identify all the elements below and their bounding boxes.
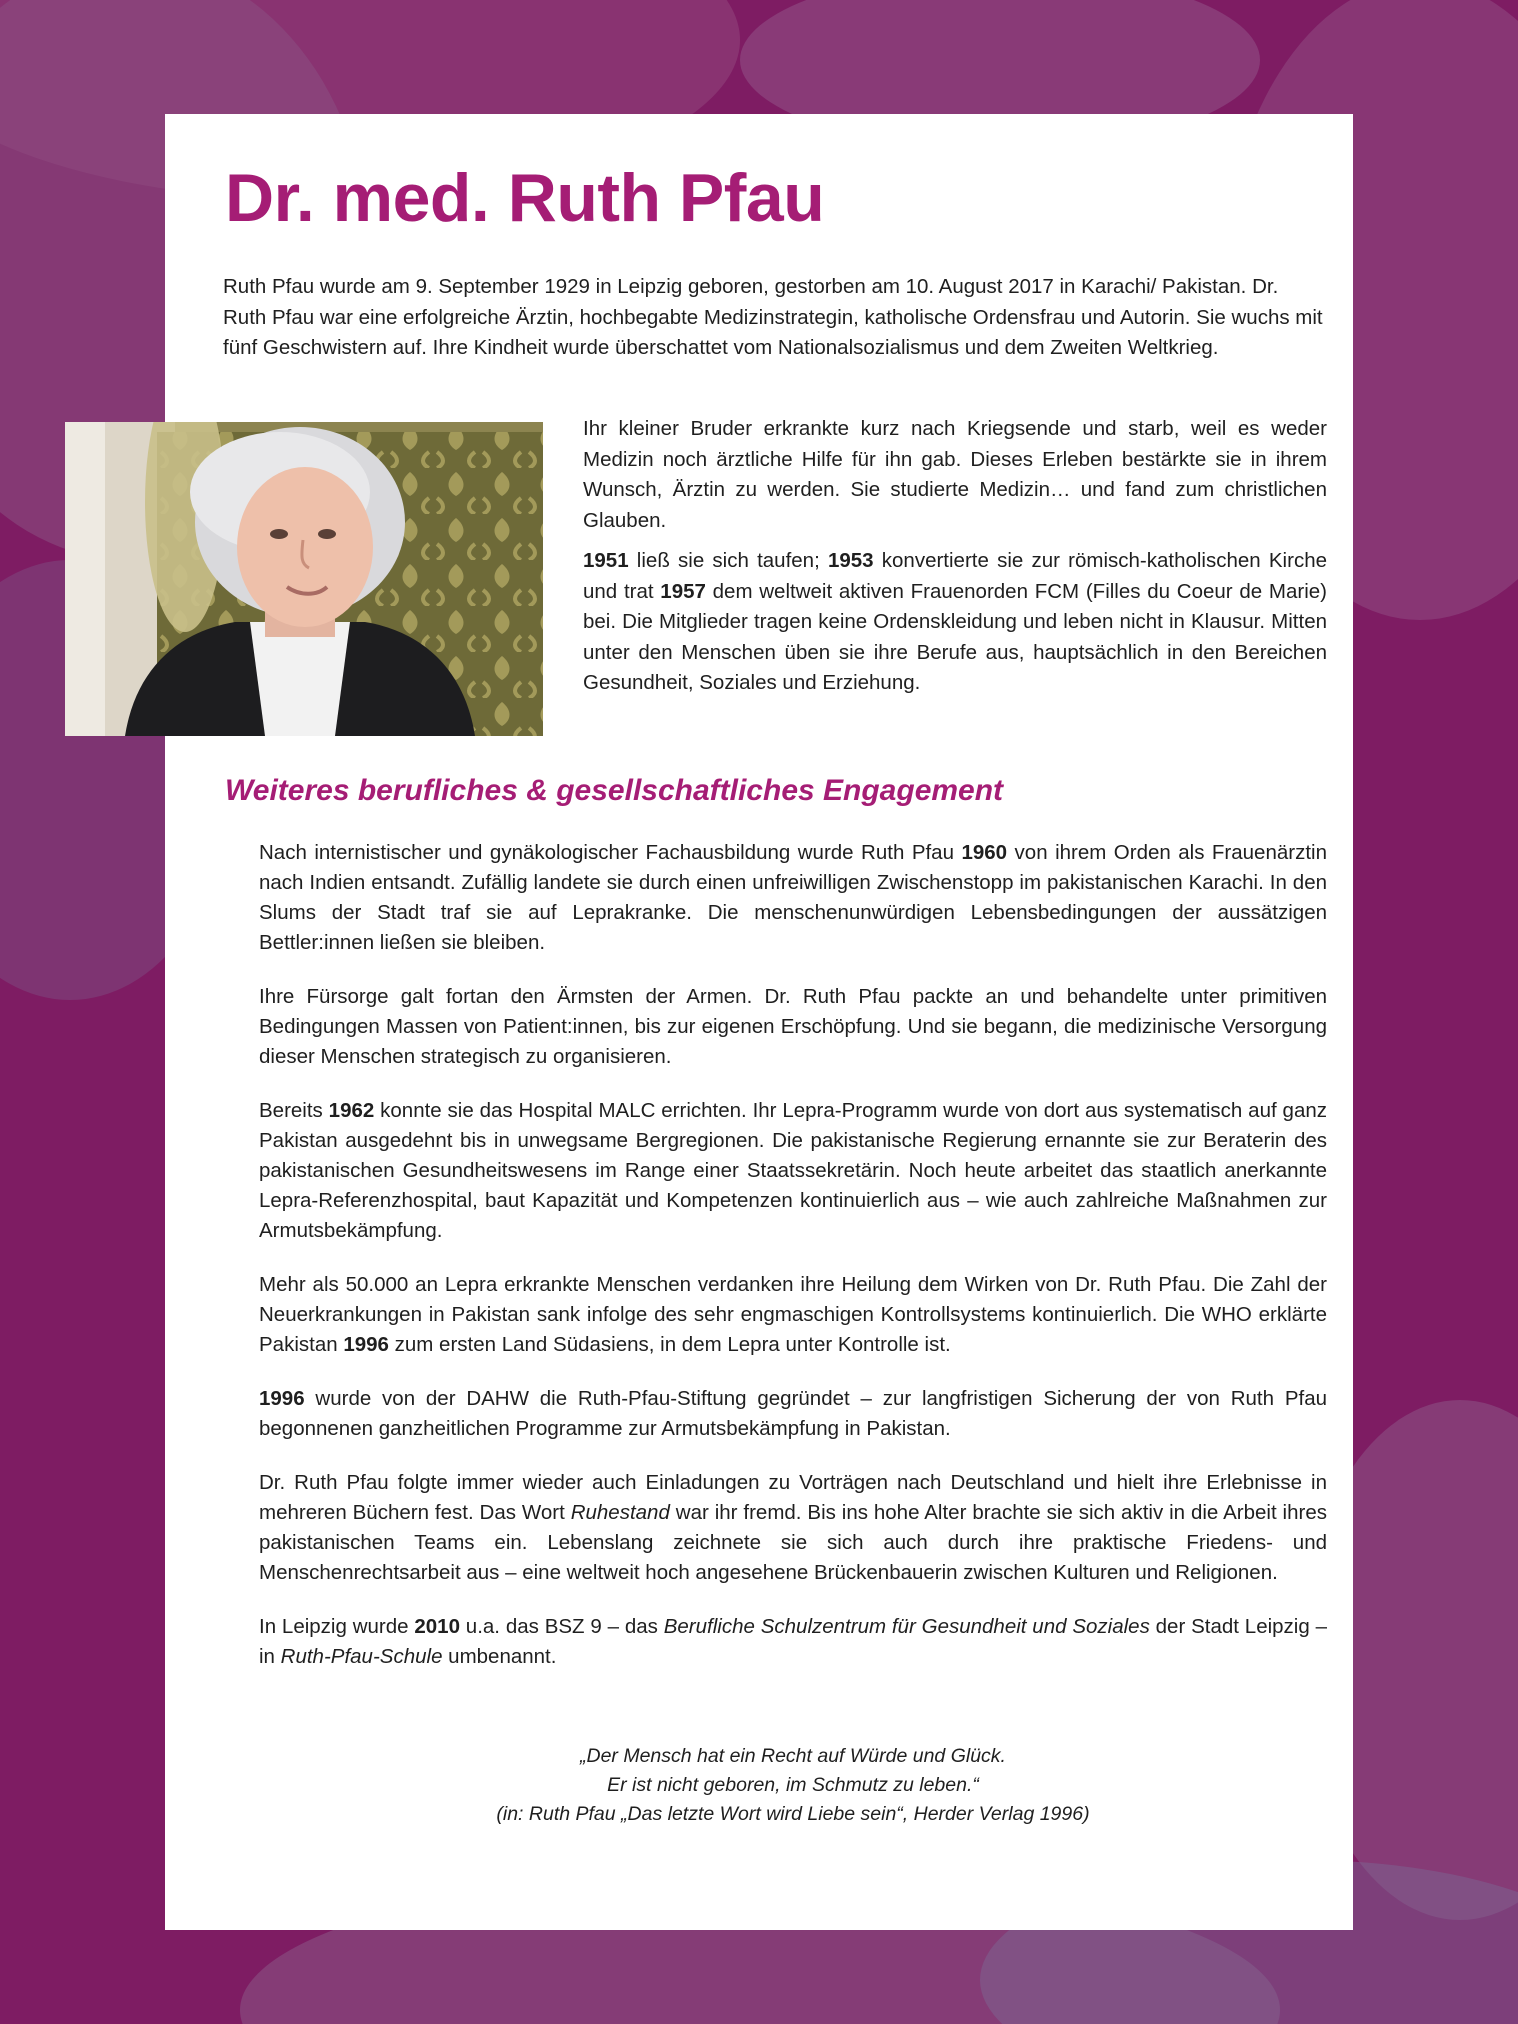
emphasis-school-name: Berufliche Schulzentrum für Gesundheit und Soziales	[663, 1615, 1150, 1638]
bio-block	[583, 414, 1327, 709]
year-1996: 1996	[343, 1333, 389, 1356]
body-text: Bereits	[259, 1099, 329, 1122]
year-2010: 2010	[414, 1615, 460, 1638]
body-text: Mehr als 50.000 an Lepra erkrankte Menschen verdanken ihre Heilung dem Wirken von Dr. Ruth Pfau. Die Zahl der Neuerkrankungen in Pakistan sank infolge des sehr engmaschigen Kontrollsystems kontinuierlich. Die WHO erklärte Pakistan	[259, 1273, 1327, 1356]
bio-text: dem weltweit aktiven Frauenorden FCM (Filles du Coeur de Marie) bei. Die Mitglieder tragen keine Ordenskleidung und leben nicht in Klausur. Mitten unter den Menschen üben sie ihre Berufe aus, hauptsächlich in den Bereichen Gesundheit, Soziales und Erziehung.	[583, 579, 1327, 694]
body-text: der Stadt Leipzig – in	[259, 1615, 1327, 1668]
year-1962: 1962	[328, 1099, 375, 1122]
body-text: Dr. Ruth Pfau folgte immer wieder auch Einladungen zu Vorträgen nach Deutschland und hielt ihre Erlebnisse in mehreren Büchern fest. Das Wort	[259, 1471, 1327, 1524]
bio-text: ließ sie sich taufen;	[628, 549, 828, 572]
section-heading: Weiteres berufliches & gesellschaftliches Engagement	[225, 774, 1004, 807]
section-paragraph-4	[259, 1270, 1327, 1360]
bio-text: konvertierte sie zur römisch-katholischen Kirche und trat	[583, 549, 1327, 603]
year-1951: 1951	[583, 549, 629, 572]
body-text: Nach internistischer und gynäkologischer Fachausbildung wurde Ruth Pfau	[259, 841, 962, 864]
year-1953: 1953	[827, 549, 874, 572]
year-1960: 1960	[961, 841, 1008, 864]
year-1957: 1957	[660, 579, 706, 603]
emphasis-ruhestand: Ruhestand	[570, 1501, 670, 1524]
section-paragraph-5	[259, 1384, 1327, 1444]
section-paragraph-1	[259, 838, 1327, 958]
emphasis-new-school-name: Ruth-Pfau-Schule	[280, 1645, 443, 1668]
body-text: war ihr fremd. Bis ins hohe Alter brachte sie sich aktiv in die Arbeit ihres pakistanischen Teams ein. Lebenslang zeichnete sie sich auch durch ihre praktische Friedens- und Menschenrechtsarbeit aus – eine weltweit hoch angesehene Brückenbauerin zwischen Kulturen und Religionen.	[259, 1501, 1327, 1584]
body-text: In Leipzig wurde	[259, 1615, 415, 1638]
section-paragraph-6	[259, 1468, 1327, 1588]
closing-quote	[259, 1742, 1327, 1829]
section-paragraph-2: Ihre Fürsorge galt fortan den Ärmsten der Armen. Dr. Ruth Pfau packte an und behandelte unter primitiven Bedingungen Massen von Patient:innen, bis zur eigenen Erschöpfung. Und sie begann, die medizinische Versorgung dieser Menschen strategisch zu organisieren.	[259, 985, 1327, 1068]
intro-paragraph: Ruth Pfau wurde am 9. September 1929 in Leipzig geboren, gestorben am 10. August 2017 in Karachi/ Pakistan. Dr. Ruth Pfau war eine erfolgreiche Ärztin, hochbegabte Medizinstrategin, katholische Ordensfrau und Autorin. Sie wuchs mit fünf Geschwistern auf. Ihre Kindheit wurde überschattet vom Nationalsozialismus und dem Zweiten Weltkrieg.	[223, 275, 1323, 359]
quote-line-2: Er ist nicht geboren, im Schmutz zu leben.“	[607, 1774, 979, 1796]
section-body	[259, 838, 1327, 1696]
body-text: konnte sie das Hospital MALC errichten. Ihr Lepra-Programm wurde von dort aus systematisch auf ganz Pakistan ausgedehnt bis in unwegsame Bergregionen. Die pakistanische Regierung ernannte sie zur Beraterin des pakistanischen Gesundheitswesens im Range einer Staatssekretärin. Noch heute arbeitet das staatlich anerkannte Lepra-Referenzhospital, baut Kapazität und Kompetenzen kontinuierlich aus – wie auch zahlreiche Maßnahmen zur Armutsbekämpfung.	[259, 1099, 1327, 1242]
quote-citation: (in: Ruth Pfau „Das letzte Wort wird Liebe sein“, Herder Verlag 1996)	[496, 1803, 1090, 1825]
body-text: zum ersten Land Südasiens, in dem Lepra unter Kontrolle ist.	[388, 1333, 951, 1356]
bio-paragraph-2	[583, 546, 1327, 699]
body-text: von ihrem Orden als Frauenärztin nach Indien entsandt. Zufällig landete sie durch einen unfreiwilligen Zwischenstopp im pakistanischen Karachi. In den Slums der Stadt traf sie auf Leprakranke. Die menschenunwürdigen Lebensbedingungen der aussätzigen Bettler:innen ließen sie bleiben.	[259, 841, 1327, 954]
year-1996: 1996	[259, 1387, 305, 1410]
bio-paragraph-1: Ihr kleiner Bruder erkrankte kurz nach Kriegsende und starb, weil es weder Medizin noch ärztliche Hilfe für ihn gab. Dieses Erleben bestärkte sie in ihrem Wunsch, Ärztin zu werden. Sie studierte Medizin… und fand zum christlichen Glauben.	[583, 417, 1327, 532]
content-panel	[165, 114, 1353, 1930]
quote-line-1: „Der Mensch hat ein Recht auf Würde und Glück.	[580, 1745, 1006, 1767]
page-title: Dr. med. Ruth Pfau	[225, 160, 825, 236]
body-text: u.a. das BSZ 9 – das	[459, 1615, 664, 1638]
section-paragraph-3	[259, 1096, 1327, 1246]
body-text: wurde von der DAHW die Ruth-Pfau-Stiftung gegründet – zur langfristigen Sicherung der von Ruth Pfau begonnenen ganzheitlichen Programme zur Armutsbekämpfung in Pakistan.	[259, 1387, 1327, 1440]
portrait-photo	[65, 422, 543, 736]
body-text: umbenannt.	[442, 1645, 557, 1668]
section-paragraph-7	[259, 1612, 1327, 1672]
